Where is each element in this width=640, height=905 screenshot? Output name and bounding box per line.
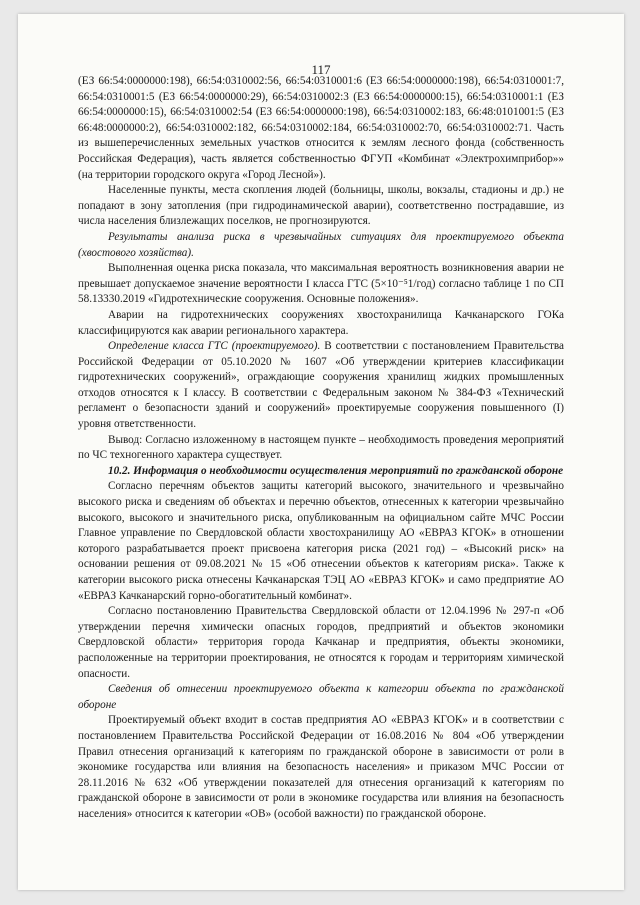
subheading-civil-defense-category: Сведения об отнесении проектируемого объекта к категории объекта по гражданской обороне	[78, 683, 564, 711]
document-page	[18, 14, 624, 890]
paragraph-gts-class	[78, 339, 564, 433]
subheading-risk-analysis: Результаты анализа риска в чрезвычайных ситуациях для проектируемого объекта (хвостового хозяйства).	[78, 230, 564, 259]
paragraph-chemical-hazard: Согласно постановлению Правительства Свердловской области от 12.04.1996 № 297-п «Об утверждении перечня химически опасных городов, предприятий и объектов экономики Свердловской области» территория города Качканар и предприятия, объекты экономики, расположенные на территории проектирования, не относятся к городам и территориям химической опасности.	[78, 605, 564, 680]
paragraph-civil-defense-category: Проектируемый объект входит в состав предприятия АО «ЕВРАЗ КГОК» и в соответствии с постановлением Правительства Российской Федерации от 16.08.2016 № 804 «Об утверждении Правил отнесения организаций к категориям по гражданской обороне в зависимости от роли в экономике государства или влияния на безопасность населения» и приказом МЧС России от 28.11.2016 № 632 «Об утверждении показателей для отнесения организаций к категориям по гражданской обороне в зависимости от роли в экономике государства или влияния на безопасность населения» относится к категории «ОВ» (особой важности) по гражданской обороне.	[78, 714, 564, 820]
document-body	[78, 74, 564, 823]
paragraph-risk-categories: Согласно перечням объектов защиты категорий высокого, значительного и чрезвычайно высокого риска и сведениям об объектах и перечню объектов, отнесенных к категории чрезвычайно высокого, высокого и значительного риска, опубликованным на официальном сайте МЧС России Главное управление по Свердловской области хвостохранилищу АО «ЕВРАЗ КГОК» в отношении которого разрабатывается проект присвоена категория риска (2021 год) – «Высокий риск» на основании решения от 09.08.2021 № 15 «Об отнесении объектов к категориям риска». Также к категории высокого риска отнесены Качканарская ТЭЦ АО «ЕВРАЗ КГОК» и само предприятие АО «ЕВРАЗ Качканарский горно-обогатительный комбинат».	[78, 480, 564, 602]
paragraph-accidents-classification: Аварии на гидротехнических сооружениях хвостохранилища Качканарского ГОКа классифицируются как аварии регионального характера.	[78, 308, 564, 337]
paragraph-conclusion: Вывод: Согласно изложенному в настоящем пункте – необходимость проведения мероприятий по ЧС техногенного характера существует.	[78, 433, 564, 462]
gts-class-body: В соответствии с постановлением Правительства Российской Федерации от 05.10.2020 № 1607 «Об утверждении критериев классификации гидротехнических сооружений», ограждающие сооружения хранилищ жидких промышленных отходов относятся к I классу. В соответствии с Федеральным законом № 384-ФЗ «Технический регламент о безопасности зданий и сооружений» проектируемые сооружения повышенного (I) уровня ответственности.	[78, 340, 564, 431]
section-heading-10-2: 10.2. Информация о необходимости осуществления мероприятий по гражданской обороне	[108, 464, 564, 477]
page-number: 117	[311, 62, 331, 77]
paragraph-settlements: Населенные пункты, места скопления людей (больницы, школы, вокзалы, стадионы и др.) не попадают в зону затопления (при гидродинамической аварии), соответственно пострадавшие, из числа населения близлежащих поселков, не прогнозируются.	[78, 184, 564, 228]
paragraph-cadastral-list: (ЕЗ 66:54:0000000:198), 66:54:0310002:56, 66:54:0310001:6 (ЕЗ 66:54:0000000:198), 66:54:0310001:7, 66:54:0310001:5 (ЕЗ 66:54:0000000:29), 66:54:0310002:3 (ЕЗ 66:54:0000000:15), 66:54:0310001:1 (ЕЗ 66:54:0000000:15), 66:54:0310002:54 (ЕЗ 66:54:0000000:198), 66:54:0310002:183, 66:48:0101001:5 (ЕЗ 66:48:0000000:2), 66:54:0310002:182, 66:54:0310002:184, 66:54:0310002:70, 66:54:0310002:71. Часть из вышеперечисленных земельных участков относится к землям лесного фонда (собственность Российская Федерация), часть является собственностью ФГУП «Комбинат «Электрохимприбор»» (на территории городского округа «Город Лесной»).	[78, 75, 564, 181]
paragraph-risk-assessment: Выполненная оценка риска показала, что максимальная вероятность возникновения аварии не превышает допускаемое значение вероятности I класса ГТС (5×10⁻⁵1/год) согласно таблице 1 по СП 58.13330.2019 «Гидротехнические сооружения. Основные положения».	[78, 262, 564, 306]
gts-class-lead: Определение класса ГТС (проектируемого).	[108, 340, 321, 353]
